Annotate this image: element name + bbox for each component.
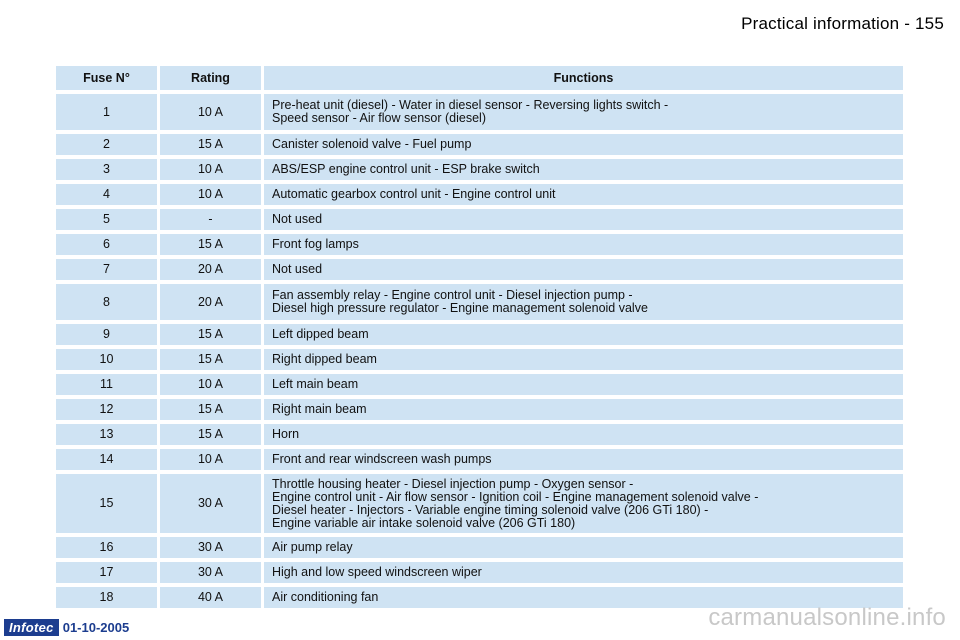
rating-cell: 15 A bbox=[160, 399, 261, 420]
fuse-number-cell: 1 bbox=[56, 94, 157, 130]
fuse-number-cell: 7 bbox=[56, 259, 157, 280]
footer-date: 01-10-2005 bbox=[62, 620, 130, 635]
fuse-number-cell: 13 bbox=[56, 424, 157, 445]
table-row bbox=[56, 324, 903, 345]
functions-cell: Throttle housing heater - Diesel injection pump - Oxygen sensor - Engine control unit - Air flow sensor - Ignition coil - Engine management solenoid valve - Diesel heater - Injectors - Variable engine timing solenoid valve (206 GTi 180) - Engine variable air intake solenoid valve (206 GTi 180) bbox=[264, 474, 903, 533]
table-row bbox=[56, 424, 903, 445]
rating-cell: 30 A bbox=[160, 474, 261, 533]
fuse-number-cell: 15 bbox=[56, 474, 157, 533]
fuse-number-cell: 9 bbox=[56, 324, 157, 345]
functions-cell: Automatic gearbox control unit - Engine control unit bbox=[264, 184, 903, 205]
table-row bbox=[56, 259, 903, 280]
table-row bbox=[56, 537, 903, 558]
fuse-number-cell: 16 bbox=[56, 537, 157, 558]
table-row bbox=[56, 474, 903, 533]
table-row bbox=[56, 184, 903, 205]
fuse-number-cell: 8 bbox=[56, 284, 157, 320]
table-row bbox=[56, 284, 903, 320]
rating-cell: 10 A bbox=[160, 184, 261, 205]
fuse-number-cell: 14 bbox=[56, 449, 157, 470]
table-row bbox=[56, 94, 903, 130]
infotec-logo: Infotec bbox=[4, 619, 59, 636]
table-body bbox=[56, 94, 903, 612]
functions-cell: Not used bbox=[264, 209, 903, 230]
functions-cell: Air pump relay bbox=[264, 537, 903, 558]
table-row bbox=[56, 209, 903, 230]
rating-cell: 20 A bbox=[160, 284, 261, 320]
functions-cell: Right main beam bbox=[264, 399, 903, 420]
functions-cell: Canister solenoid valve - Fuel pump bbox=[264, 134, 903, 155]
functions-cell: Left main beam bbox=[264, 374, 903, 395]
fuse-number-cell: 18 bbox=[56, 587, 157, 608]
fuse-number-cell: 2 bbox=[56, 134, 157, 155]
table-row bbox=[56, 159, 903, 180]
fuse-number-cell: 5 bbox=[56, 209, 157, 230]
functions-cell: Left dipped beam bbox=[264, 324, 903, 345]
functions-cell: Horn bbox=[264, 424, 903, 445]
column-header-rating: Rating bbox=[160, 66, 261, 90]
rating-cell: 15 A bbox=[160, 134, 261, 155]
rating-cell: 10 A bbox=[160, 94, 261, 130]
functions-cell: Front fog lamps bbox=[264, 234, 903, 255]
fuse-number-cell: 6 bbox=[56, 234, 157, 255]
table-row bbox=[56, 349, 903, 370]
table-row bbox=[56, 374, 903, 395]
rating-cell: 30 A bbox=[160, 562, 261, 583]
functions-cell: Air conditioning fan bbox=[264, 587, 903, 608]
rating-cell: 10 A bbox=[160, 449, 261, 470]
functions-cell: Pre-heat unit (diesel) - Water in diesel sensor - Reversing lights switch - Speed sensor - Air flow sensor (diesel) bbox=[264, 94, 903, 130]
table-row bbox=[56, 399, 903, 420]
watermark: carmanualsonline.info bbox=[708, 604, 946, 631]
rating-cell: 10 A bbox=[160, 374, 261, 395]
functions-cell: ABS/ESP engine control unit - ESP brake switch bbox=[264, 159, 903, 180]
fuse-number-cell: 12 bbox=[56, 399, 157, 420]
footer bbox=[4, 619, 129, 636]
column-header-fuse-number: Fuse N° bbox=[56, 66, 157, 90]
column-header-functions: Functions bbox=[264, 66, 903, 90]
rating-cell: 10 A bbox=[160, 159, 261, 180]
rating-cell: 20 A bbox=[160, 259, 261, 280]
fuse-number-cell: 10 bbox=[56, 349, 157, 370]
rating-cell: - bbox=[160, 209, 261, 230]
table-row bbox=[56, 562, 903, 583]
functions-cell: Fan assembly relay - Engine control unit - Diesel injection pump - Diesel high pressure regulator - Engine management solenoid valve bbox=[264, 284, 903, 320]
fuse-number-cell: 3 bbox=[56, 159, 157, 180]
page-title: Practical information - 155 bbox=[741, 14, 944, 33]
functions-cell: Right dipped beam bbox=[264, 349, 903, 370]
functions-cell: Not used bbox=[264, 259, 903, 280]
functions-cell: Front and rear windscreen wash pumps bbox=[264, 449, 903, 470]
fuse-number-cell: 4 bbox=[56, 184, 157, 205]
rating-cell: 15 A bbox=[160, 234, 261, 255]
fuse-number-cell: 17 bbox=[56, 562, 157, 583]
fuse-table bbox=[56, 66, 903, 612]
rating-cell: 15 A bbox=[160, 424, 261, 445]
rating-cell: 40 A bbox=[160, 587, 261, 608]
functions-cell: High and low speed windscreen wiper bbox=[264, 562, 903, 583]
table-row bbox=[56, 234, 903, 255]
table-row bbox=[56, 134, 903, 155]
rating-cell: 15 A bbox=[160, 324, 261, 345]
rating-cell: 30 A bbox=[160, 537, 261, 558]
table-header-row bbox=[56, 66, 903, 90]
fuse-number-cell: 11 bbox=[56, 374, 157, 395]
rating-cell: 15 A bbox=[160, 349, 261, 370]
table-row bbox=[56, 449, 903, 470]
